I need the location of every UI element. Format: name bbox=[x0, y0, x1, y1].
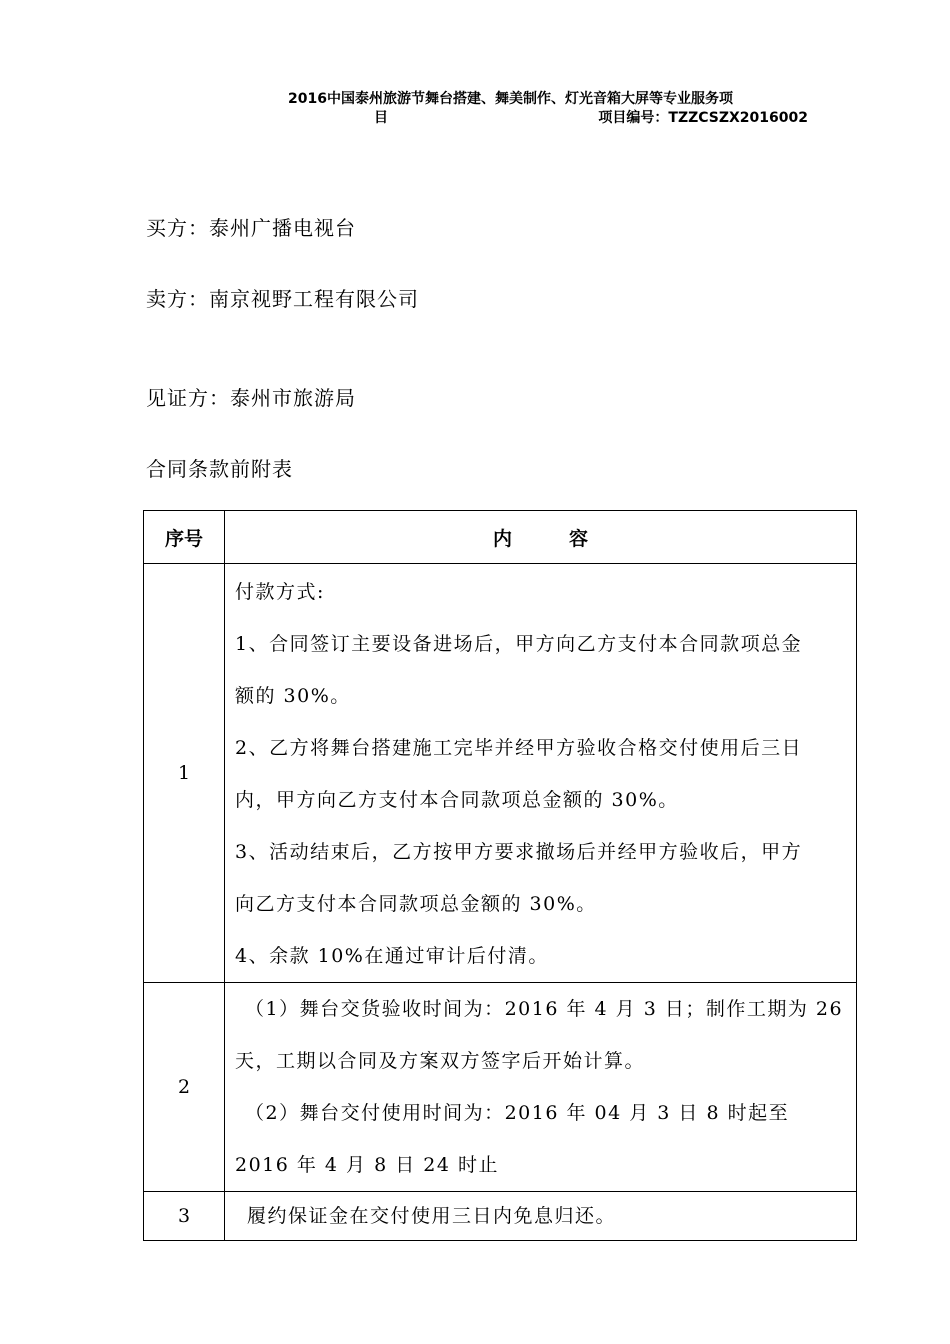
content-line: 3、活动结束后，乙方按甲方要求撤场后并经甲方验收后，甲方 bbox=[235, 841, 803, 863]
row-content bbox=[225, 564, 857, 983]
project-title-continuation-row bbox=[288, 109, 808, 128]
content-line: （2）舞台交付使用时间为：2016 年 04 月 3 日 8 时起至 bbox=[245, 1102, 790, 1124]
witness-line: 见证方：泰州市旅游局 bbox=[146, 386, 356, 410]
row-seq: 2 bbox=[144, 983, 225, 1192]
header-seq: 序号 bbox=[144, 511, 225, 564]
row-content bbox=[225, 983, 857, 1192]
project-code: 项目编号：TZZCSZX2016002 bbox=[598, 110, 808, 126]
content-line: 向乙方支付本合同款项总金额的 30%。 bbox=[235, 893, 597, 915]
table-caption: 合同条款前附表 bbox=[146, 457, 293, 481]
content-line: 付款方式: bbox=[235, 581, 325, 603]
content-line: 天，工期以合同及方案双方签字后开始计算。 bbox=[235, 1050, 646, 1072]
row-seq: 3 bbox=[144, 1192, 225, 1241]
row-content bbox=[225, 1192, 857, 1241]
content-line: 内，甲方向乙方支付本合同款项总金额的 30%。 bbox=[235, 789, 679, 811]
header-content: 内 容 bbox=[225, 511, 857, 564]
content-line: 2016 年 4 月 8 日 24 时止 bbox=[235, 1154, 499, 1176]
project-title-tail: 目 bbox=[374, 110, 388, 126]
buyer-line: 买方：泰州广播电视台 bbox=[146, 216, 356, 240]
content-line: 1、合同签订主要设备进场后，甲方向乙方支付本合同款项总金 bbox=[235, 633, 803, 655]
content-line: 额的 30%。 bbox=[235, 685, 351, 707]
table-header-row bbox=[144, 511, 857, 564]
table-row bbox=[144, 564, 857, 983]
content-line: 4、余款 10%在通过审计后付清。 bbox=[235, 945, 549, 967]
table-row bbox=[144, 983, 857, 1192]
content-line: 2、乙方将舞台搭建施工完毕并经甲方验收合格交付使用后三日 bbox=[235, 737, 803, 759]
project-title: 2016中国泰州旅游节舞台搭建、舞美制作、灯光音箱大屏等专业服务项 bbox=[288, 91, 733, 107]
contract-terms-table bbox=[143, 510, 857, 1241]
content-line: （1）舞台交货验收时间为：2016 年 4 月 3 日；制作工期为 26 bbox=[245, 998, 844, 1020]
row-seq: 1 bbox=[144, 564, 225, 983]
table-row bbox=[144, 1192, 857, 1241]
seller-line: 卖方：南京视野工程有限公司 bbox=[146, 287, 419, 311]
content-line: 履约保证金在交付使用三日内免息归还。 bbox=[247, 1205, 617, 1227]
document-header bbox=[288, 90, 808, 128]
